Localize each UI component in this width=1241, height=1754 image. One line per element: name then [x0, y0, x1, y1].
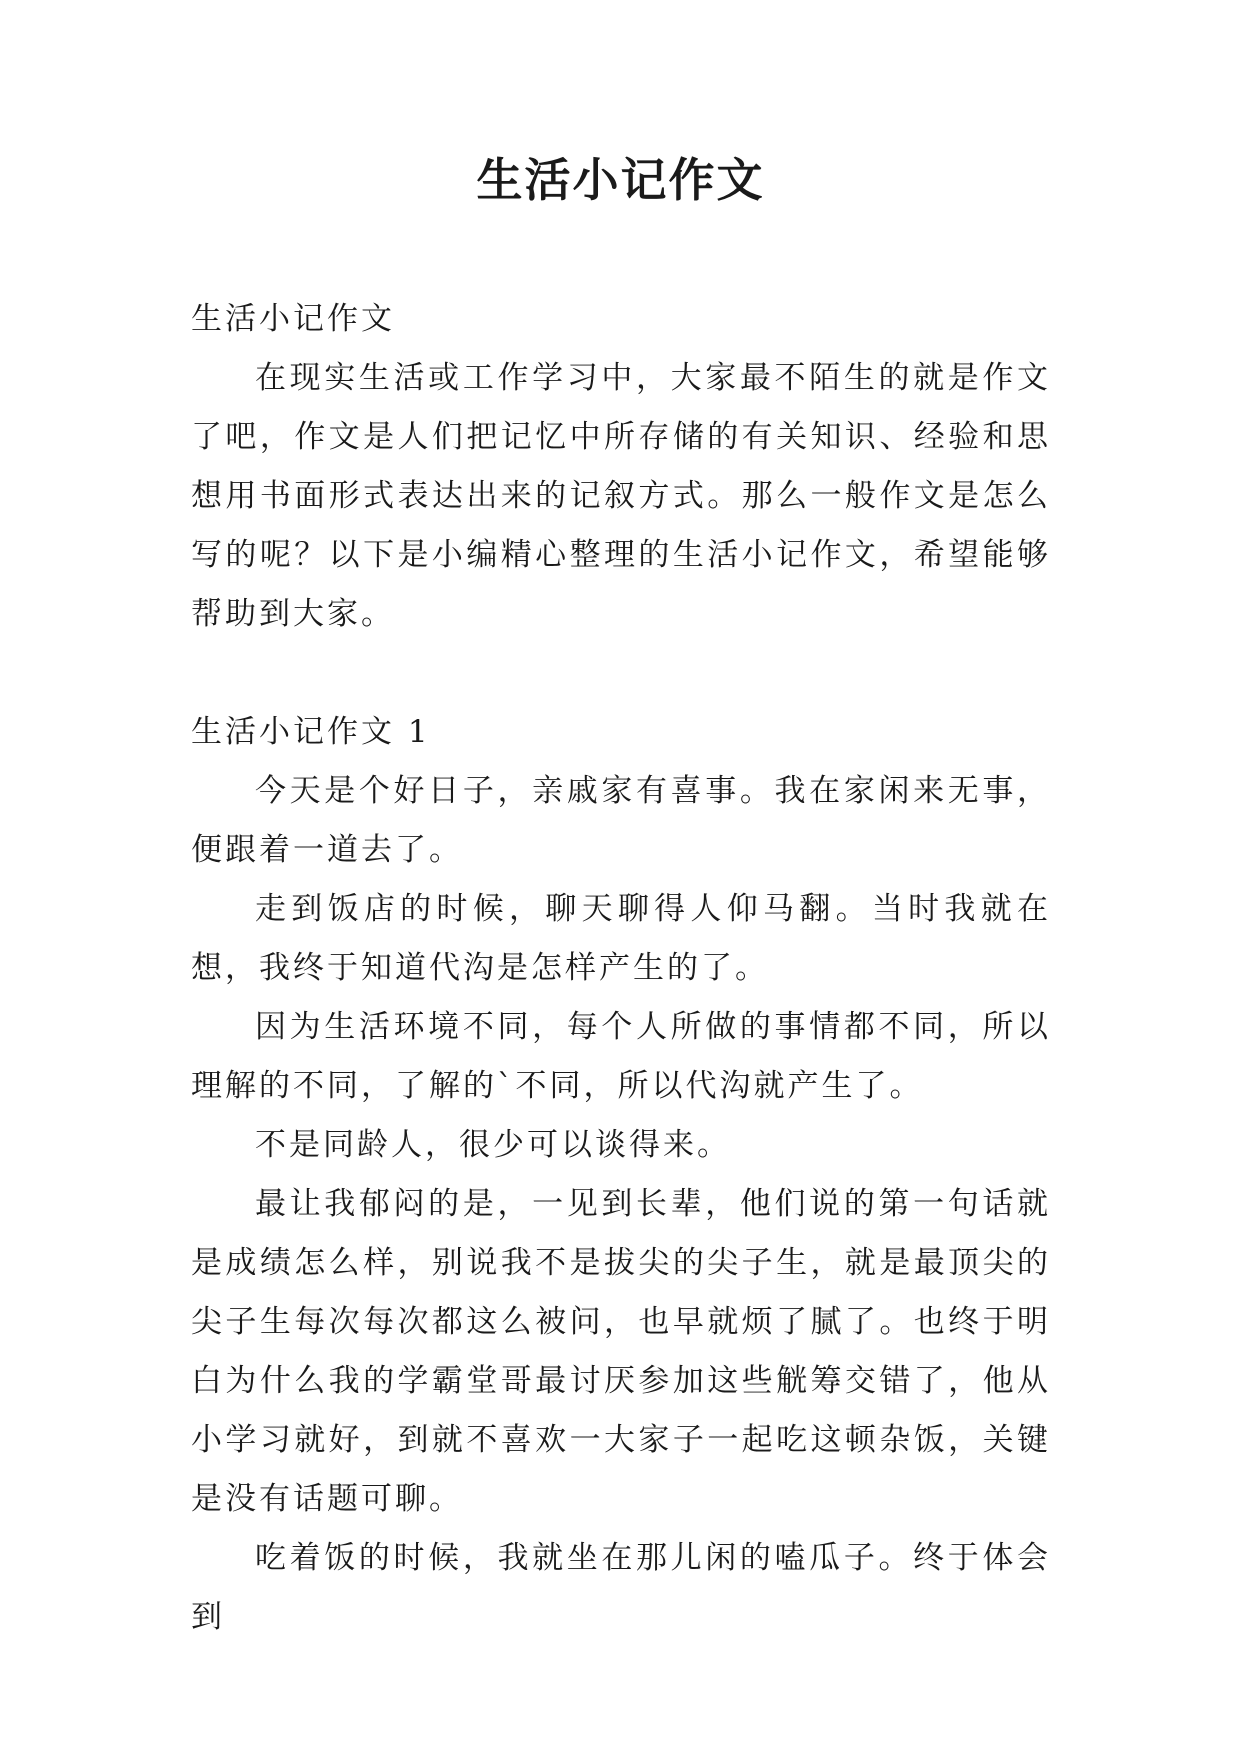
body-paragraph: 不是同龄人，很少可以谈得来。 — [255, 1127, 731, 1163]
body-paragraph: 吃着饭的时候，我就坐在那儿闲的嗑瓜子。终于体会到 — [191, 1540, 1051, 1635]
body-paragraph: 今天是个好日子，亲戚家有喜事。我在家闲来无事，便跟着一道去了。 — [191, 773, 1051, 868]
body-paragraph: 最让我郁闷的是，一见到长辈，他们说的第一句话就是成绩怎么样，别说我不是拔尖的尖子生，就是最顶尖的尖子生每次每次都这么被问，也早就烦了腻了。也终于明白为什么我的学霸堂哥最讨厌参加这些觥筹交错了，他从小学习就好，到就不喜欢一大家子一起吃这顿杂饭，关键是没有话题可聊。 — [191, 1186, 1051, 1517]
section-heading: 生活小记作文 1 — [191, 714, 431, 750]
body-paragraph: 因为生活环境不同，每个人所做的事情都不同，所以理解的不同，了解的`不同，所以代沟就产生了。 — [191, 1009, 1051, 1104]
document-title: 生活小记作文 — [476, 153, 765, 207]
intro-heading: 生活小记作文 — [191, 301, 395, 337]
section-spacer — [191, 644, 1051, 703]
intro-paragraph: 在现实生活或工作学习中，大家最不陌生的就是作文了吧，作文是人们把记忆中所存储的有关知识、经验和思想用书面形式表达出来的记叙方式。那么一般作文是怎么写的呢？以下是小编精心整理的生活小记作文，希望能够帮助到大家。 — [191, 360, 1051, 632]
document-body — [191, 290, 1051, 1647]
body-paragraph: 走到饭店的时候，聊天聊得人仰马翻。当时我就在想，我终于知道代沟是怎样产生的了。 — [191, 891, 1051, 986]
